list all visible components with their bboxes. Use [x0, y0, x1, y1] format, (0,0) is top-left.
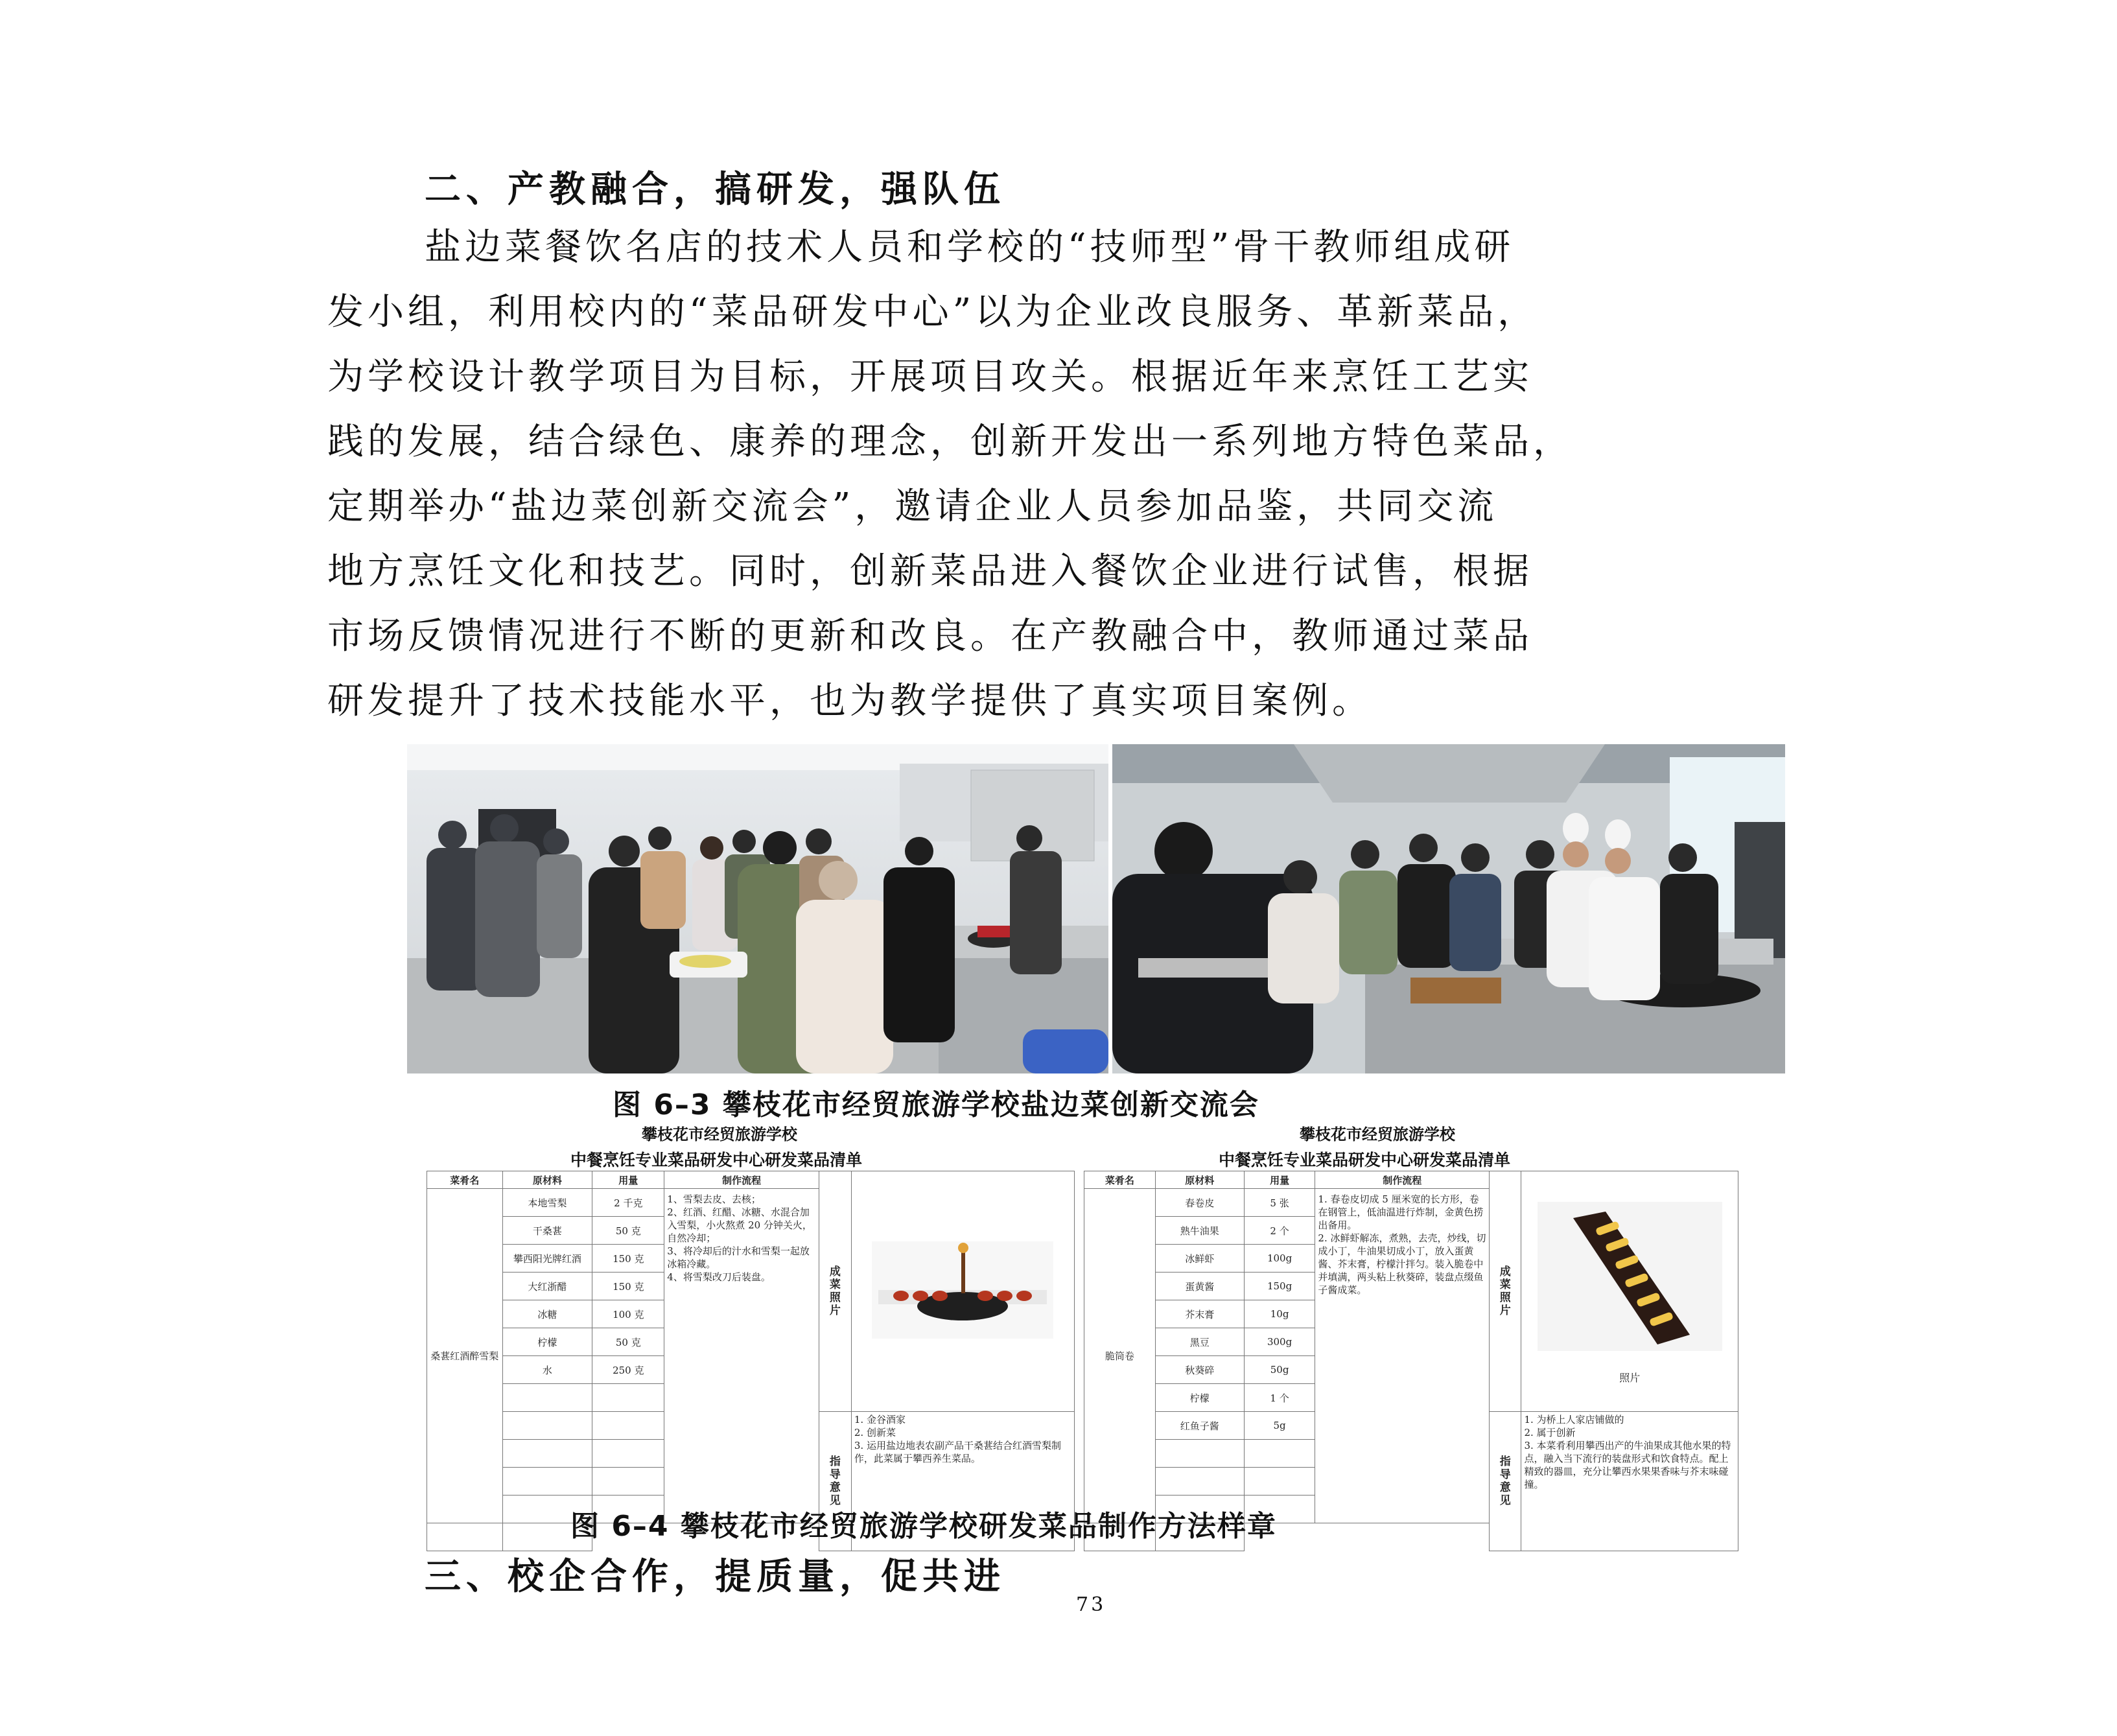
ingredient-qty: 50 克	[592, 1217, 664, 1245]
dish-photo	[1534, 1199, 1725, 1367]
dish-photo-cell	[851, 1171, 1074, 1412]
ingredient-name: 大红浙醋	[502, 1273, 592, 1300]
paragraph-line: 市场反馈情况进行不断的更新和改良。在产教融合中，教师通过菜品	[327, 615, 1533, 657]
ingredient-name: 冰糖	[502, 1300, 592, 1328]
figure-6-3-caption: 图 6–3 攀枝花市经贸旅游学校盐边菜创新交流会	[613, 1088, 1259, 1121]
dish-name: 脆筒卷	[1084, 1189, 1156, 1523]
ingredient-qty: 300g	[1244, 1328, 1315, 1356]
recipe-right-subtitle: 中餐烹饪专业菜品研发中心研发菜品清单	[1219, 1151, 1511, 1169]
dish-photo-cell	[1521, 1171, 1738, 1412]
header-ingredient: 原材料	[1155, 1171, 1244, 1189]
guide-text: 1. 金谷酒家 2. 创新菜 3. 运用盐边地表农副产品干桑葚结合红酒雪梨制作，此菜属于攀西养生菜品。	[851, 1412, 1074, 1551]
header-quantity: 用量	[592, 1171, 664, 1189]
ingredient-qty: 100g	[1244, 1245, 1315, 1273]
ingredient-qty: 150 克	[592, 1273, 664, 1300]
page-number: 73	[1076, 1593, 1106, 1616]
exchange-meeting-photo-left	[407, 744, 1108, 1073]
ingredient-qty: 150g	[1244, 1273, 1315, 1300]
header-dish: 菜肴名	[1084, 1171, 1156, 1189]
process-text: 1、雪梨去皮、去核； 2、红酒、红醋、冰糖、水混合加入雪梨，小火熬煮 20 分钟关火，自然冷却； 3、将冷却后的汁水和雪梨一起放冰箱冷藏。 4、将雪梨改刀后装盘。	[664, 1189, 819, 1523]
photo-caption: 照片	[1619, 1371, 1641, 1384]
section-heading-2: 二、产教融合，搞研发，强队伍	[425, 169, 1005, 211]
guide-text: 1. 为桥上人家店铺做的 2. 属于创新 3. 本菜肴利用攀西出产的牛油果成其他水果的特点，融入当下流行的装盘形式和饮食特点。配上精致的器皿，充分让攀西水果果香味与芥末味碰撞。	[1521, 1412, 1738, 1551]
ingredient-name: 水	[502, 1356, 592, 1384]
photo-label: 成菜照片	[819, 1171, 851, 1412]
header-process: 制作流程	[664, 1171, 819, 1189]
ingredient-qty: 250 克	[592, 1356, 664, 1384]
paragraph-line: 盐边菜餐饮名店的技术人员和学校的“技师型”骨干教师组成研	[425, 226, 1515, 268]
guide-label: 指导意见	[1490, 1412, 1521, 1551]
header-ingredient: 原材料	[502, 1171, 592, 1189]
ingredient-qty: 2 个	[1244, 1217, 1315, 1245]
section-2-paragraph	[0, 0, 2117, 739]
ingredient-name: 黑豆	[1155, 1328, 1244, 1356]
ingredient-name: 本地雪梨	[502, 1189, 592, 1217]
guide-label: 指导意见	[819, 1412, 851, 1551]
ingredient-qty: 10g	[1244, 1300, 1315, 1328]
paragraph-line: 为学校设计教学项目为目标，开展项目攻关。根据近年来烹饪工艺实	[327, 356, 1533, 398]
photo-label: 成菜照片	[1490, 1171, 1521, 1412]
ingredient-qty: 5g	[1244, 1412, 1315, 1440]
ingredient-name: 熟牛油果	[1155, 1217, 1244, 1245]
process-text: 1. 春卷皮切成 5 厘米宽的长方形，卷在钢管上，低油温进行炸制，金黄色捞出备用。 2. 冰鲜虾解冻，煮熟，去壳，炒线，切成小丁，牛油果切成小丁，放入蛋黄酱、芥末膏，柠檬汁拌匀。装入脆卷中并填满，两头粘上秋葵碎，装盘点缀鱼子酱成菜。	[1315, 1189, 1490, 1523]
chef-demonstration-photo-right	[1112, 744, 1785, 1073]
ingredient-qty: 5 张	[1244, 1189, 1315, 1217]
paragraph-line: 践的发展，结合绿色、康养的理念，创新开发出一系列地方特色菜品，	[327, 421, 1573, 463]
dish-name: 桑葚红酒醉雪梨	[427, 1189, 503, 1523]
ingredient-name: 干桑葚	[502, 1217, 592, 1245]
paragraph-line: 发小组，利用校内的“菜品研发中心”以为企业改良服务、革新菜品，	[327, 291, 1538, 333]
recipe-left-subtitle: 中餐烹饪专业菜品研发中心研发菜品清单	[570, 1151, 863, 1169]
ingredient-name: 秋葵碎	[1155, 1356, 1244, 1384]
header-quantity: 用量	[1244, 1171, 1315, 1189]
recipe-right-school-name: 攀枝花市经贸旅游学校	[1300, 1125, 1455, 1144]
ingredient-name: 芥末膏	[1155, 1300, 1244, 1328]
recipe-table-right	[1084, 1171, 1738, 1551]
paragraph-line: 研发提升了技术技能水平，也为教学提供了真实项目案例。	[327, 680, 1372, 722]
ingredient-name: 蛋黄酱	[1155, 1273, 1244, 1300]
ingredient-name: 柠檬	[1155, 1384, 1244, 1412]
figure-6-4-caption: 图 6–4 攀枝花市经贸旅游学校研发菜品制作方法样章	[570, 1510, 1277, 1543]
section-heading-3: 三、校企合作，提质量，促共进	[425, 1556, 1005, 1598]
paragraph-line: 地方烹饪文化和技艺。同时，创新菜品进入餐饮企业进行试售，根据	[327, 550, 1533, 592]
ingredient-qty: 150 克	[592, 1245, 664, 1273]
recipe-left-school-name: 攀枝花市经贸旅游学校	[642, 1125, 797, 1144]
ingredient-name: 春卷皮	[1155, 1189, 1244, 1217]
header-dish: 菜肴名	[427, 1171, 503, 1189]
ingredient-name: 冰鲜虾	[1155, 1245, 1244, 1273]
dish-photo	[865, 1228, 1060, 1352]
ingredient-name: 柠檬	[502, 1328, 592, 1356]
ingredient-name: 红鱼子酱	[1155, 1412, 1244, 1440]
ingredient-qty: 50 克	[592, 1328, 664, 1356]
paragraph-line: 定期举办“盐边菜创新交流会”，邀请企业人员参加品鉴，共同交流	[327, 486, 1498, 528]
ingredient-qty: 2 千克	[592, 1189, 664, 1217]
recipe-table-left	[427, 1171, 1075, 1551]
ingredient-qty: 100 克	[592, 1300, 664, 1328]
header-process: 制作流程	[1315, 1171, 1490, 1189]
ingredient-qty: 50g	[1244, 1356, 1315, 1384]
ingredient-qty: 1 个	[1244, 1384, 1315, 1412]
ingredient-name: 攀西阳光牌红酒	[502, 1245, 592, 1273]
